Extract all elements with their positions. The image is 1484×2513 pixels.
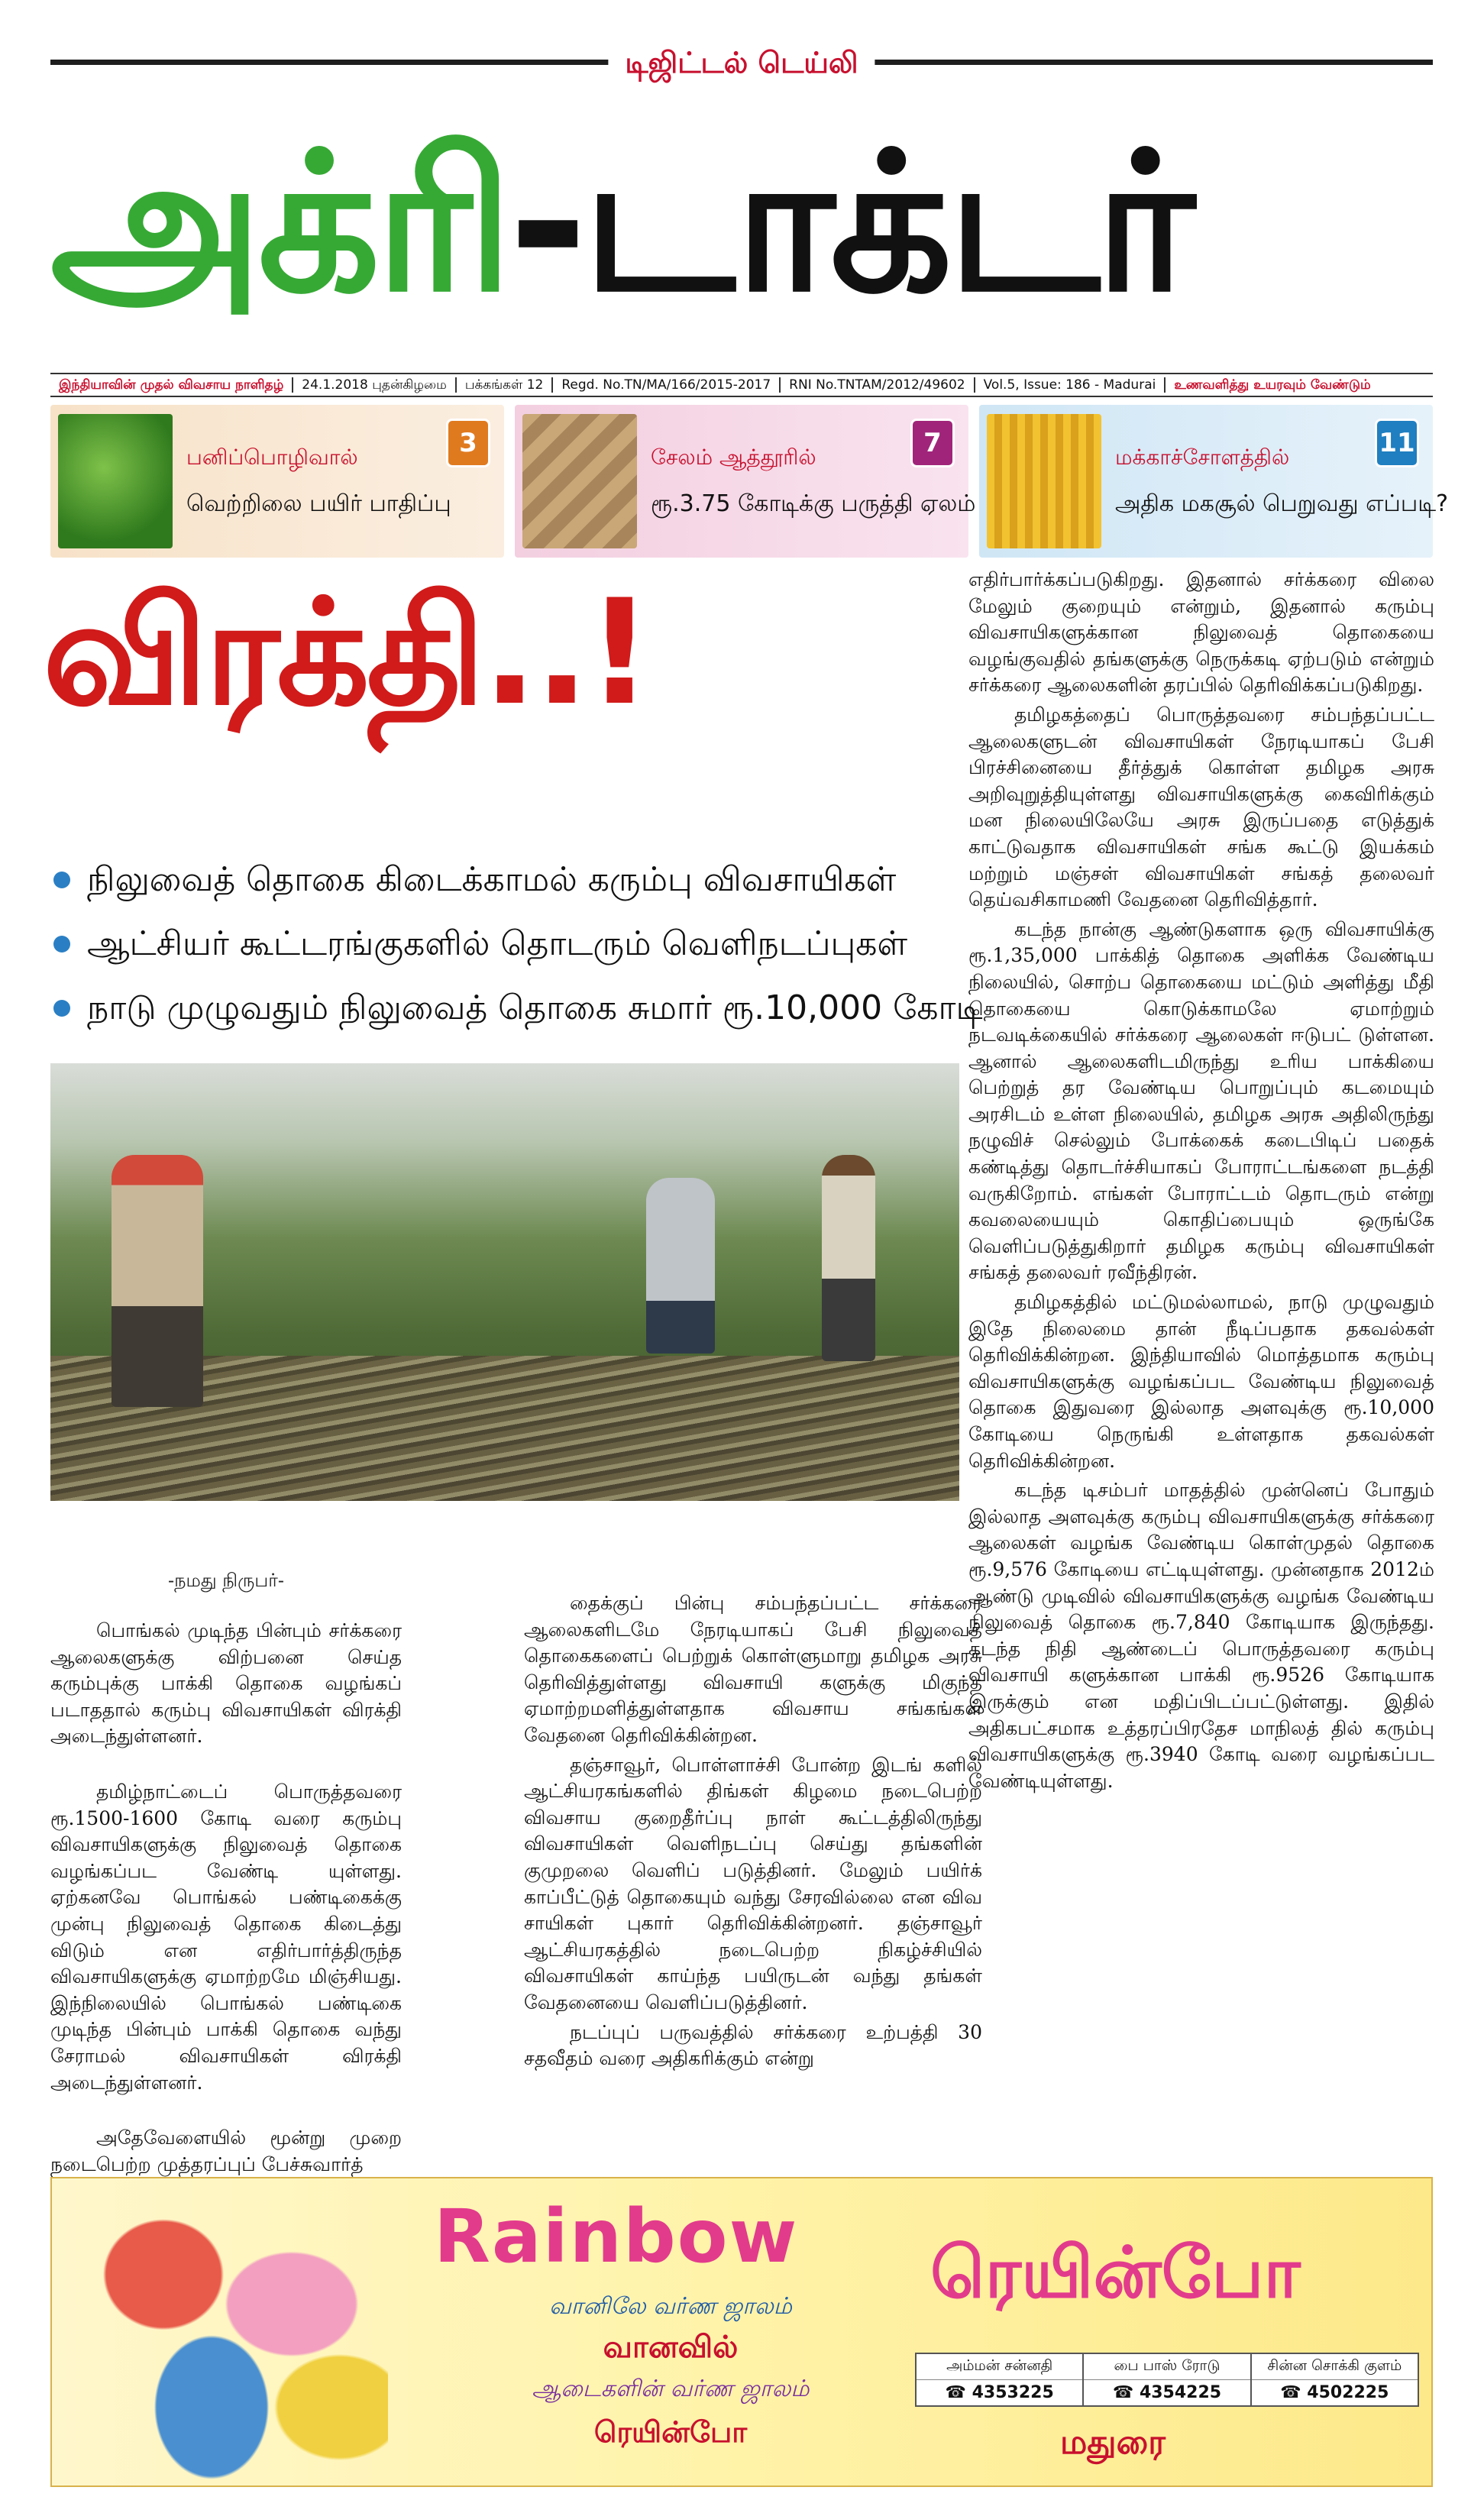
volume-issue: Vol.5, Issue: 186 - Madurai (975, 377, 1166, 393)
branch-name: சின்ன சொக்கி குளம் (1252, 2354, 1418, 2380)
ad-brand-tamil: ரெயின்போ (930, 2232, 1301, 2314)
ad-tagline: ஆடைகளின் வர்ண ஜாலம் (532, 2376, 810, 2402)
main-headline: விரக்தி..! (43, 568, 650, 737)
branch-name: பை பாஸ் ரோடு (1084, 2354, 1250, 2380)
farmer-figure (646, 1178, 715, 1354)
teaser-kicker: சேலம் ஆத்தூரில் (651, 445, 816, 470)
family-shopping-photo (67, 2186, 388, 2481)
info-bar (50, 373, 1433, 397)
ad-city: மதுரை (1060, 2423, 1166, 2462)
article-column-2 (524, 1590, 982, 2072)
teaser-headline: வெற்றிலை பயிர் பாதிப்பு (186, 490, 451, 517)
teaser-kicker: பனிப்பொழிவால் (186, 445, 358, 470)
article-paragraph: கடந்த நான்கு ஆண்டுகளாக ஒரு விவசாயிக்கு ரூ.1,35,000 பாக்கித் தொகை அளிக்க வேண்டிய நிலையில், சொற்ப தொகையை மட்டும் அளித்து மீதி தொகையை கொடுக்காமலே ஏமாற்றும் நடவடிக்கையில் சர்க்கரை ஆலைகள் ஈடுபட் டுள்ளன. ஆனால் ஆலைகளிடமிருந்து உரிய பாக்கியை பெற்றுத் தர வேண்டிய பொறுப்பும் கடமையும் அரசிடம் உள்ள நிலையில், தமிழக அரசு அதிலிருந்து நழுவிச் செல்லும் போக்கைக் கடைபிடிப் பதைக் கண்டித்து தொடர்ச்சியாகப் போராட்டங்களை நடத்தி வருகிறோம். எங்கள் போராட்டம் தொடரும் என்று கவலையையும் கொதிப்பையும் ஒருங்கே வெளிப்படுத்துகிறார் தமிழக கரும்பு விவசாயிகள் சங்கத் தலைவர் ரவீந்திரன். (968, 917, 1434, 1284)
masthead (50, 86, 1433, 361)
photo-caption: -நமது நிருபர்- (168, 1570, 284, 1591)
headline-bullets (50, 848, 983, 1040)
slogan: உணவளித்து உயரவும் வேண்டும் (1174, 377, 1371, 393)
teaser-kicker: மக்காச்சோளத்தில் (1115, 445, 1290, 470)
article-paragraph: கடந்த டிசம்பர் மாதத்தில் முன்னெப் போதும் இல்லாத அளவுக்கு கரும்பு விவசாயிகளுக்கு சர்க்கரை ஆலைகள் வழங்க வேண்டிய கொள்முதல் தொகை ரூ.9,576 கோடியை எட்டியுள்ளது. முன்னதாக 2012ம் ஆண்டு முடிவில் விவசாயிகளுக்கு வழங்க வேண்டிய நிலுவைத் தொகை ரூ.7,840 கோடியாக இருந்தது. கடந்த நிதி ஆண்டைப் பொருத்தவரை கரும்பு விவசாயி களுக்கான பாக்கி ரூ.9526 கோடியாக இருக்கும் என மதிப்பிடப்பட்டுள்ளது. இதில் அதிகபட்சமாக உத்தரப்பிரதேச மாநிலத் தில் கரும்பு விவசாயிகளுக்கு ரூ.3940 கோடி வரை வழங்கப்பட வேண்டியுள்ளது. (968, 1479, 1434, 1792)
article-paragraph: நடப்புப் பருவத்தில் சர்க்கரை உற்பத்தி 30 சதவீதம் வரை அதிகரிக்கும் என்று (524, 2020, 982, 2070)
page-count: பக்கங்கள் 12 (457, 377, 554, 393)
betel-leaf-photo (58, 414, 173, 548)
article-column-3 (968, 567, 1434, 1794)
ad-tagline: வானவில் (603, 2330, 739, 2365)
ad-tagline: வானிலே வர்ண ஜாலம் (549, 2293, 792, 2320)
teaser-strip (50, 405, 1448, 558)
issue-date: 24.1.2018 புதன்கிழமை (293, 377, 457, 393)
ad-tagline: ரெயின்போ (593, 2415, 748, 2449)
farmer-figure (112, 1155, 203, 1407)
branch-cell (1252, 2354, 1418, 2405)
article-paragraph: தஞ்சாவூர், பொள்ளாச்சி போன்ற இடங் களில் ஆட்சியரகங்களில் திங்கள் கிழமை நடைபெற்ற விவசாய குறைதீர்ப்பு நாள் கூட்டத்திலிருந்து விவசாயிகள் வெளிநடப்பு செய்து தங்களின் குமுறலை வெளிப் படுத்தினர். மேலும் பயிர்க் காப்பீட்டுத் தொகையும் வந்து சேரவில்லை என விவ சாயிகள் புகார் தெரிவிக்கின்றனர். தஞ்சாவூர் ஆட்சியரகத்தில் நடைபெற்ற நிகழ்ச்சியில் விவசாயிகள் காய்ந்த பயிருடன் வந்து தங்கள் வேதனையை வெளிப்படுத்தினர். (524, 1753, 982, 2013)
branch-phone: ☎ 4353225 (945, 2383, 1054, 2402)
masthead-part2: டாக்டர் (583, 112, 1191, 334)
corn-photo (987, 414, 1101, 548)
branch-cell (1084, 2354, 1251, 2405)
article-paragraph: தமிழகத்தைப் பொருத்தவரை சம்பந்தப்பட்ட ஆலைகளுடன் விவசாயிகள் நேரடியாகப் பேசி பிரச்சினையை தீர்த்துக் கொள்ள தமிழக அரசு அறிவுறுத்தியுள்ளது விவசாயிகளுக்கு கைவிரிக்கும் மன நிலையிலேயே அரசு இருப்பதை எடுத்துக் காட்டுவதாக விவசாயிகள் சங்க கூட்டு இயக்கம் மற்றும் மஞ்சள் விவசாயிகள் சங்கத் தலைவர் தெய்வசிகாமணி வேதனை தெரிவித்தார். (968, 703, 1434, 911)
edition-label: டிஜிட்டல் டெய்லி (608, 47, 875, 78)
article-paragraph: பொங்கல் முடிந்த பின்பும் சர்க்கரை ஆலைகளுக்கு விற்பனை செய்த கரும்புக்கு பாக்கி தொகை வழங்கப் படாததால் கரும்பு விவசாயிகள் விரக்தி அடைந்துள்ளனர். (50, 1619, 402, 1748)
branch-table (915, 2353, 1419, 2407)
article-paragraph: தமிழ்நாட்டைப் பொருத்தவரை ரூ.1500-1600 கோடி வரை கரும்பு விவசாயிகளுக்கு நிலுவைத் தொகை வழங்கப்பட வேண்டி யுள்ளது. ஏற்கனவே பொங்கல் பண்டிகைக்கு முன்பு நிலுவைத் தொகை கிடைத்து விடும் என எதிர்பார்த்திருந்த விவசாயிகளுக்கு ஏமாற்றமே மிஞ்சியது. இந்நிலையில் பொங்கல் பண்டிகை முடிந்த பின்பும் பாக்கி தொகை வந்து சேராமல் விவசாயிகள் விரக்தி அடைந்துள்ளனர். (50, 1780, 402, 2094)
bullet-item: ஆட்சியர் கூட்டரங்குகளில் தொடரும் வெளிநடப்புகள் (50, 912, 952, 976)
masthead-separator: - (508, 112, 584, 334)
bullet-item: நாடு முழுவதும் நிலுவைத் தொகை சுமார் ரூ.10,000 கோடி (50, 976, 952, 1040)
branch-name: அம்மன் சன்னதி (917, 2354, 1082, 2380)
teaser-headline: ரூ.3.75 கோடிக்கு பருத்தி ஏலம் (651, 490, 976, 517)
cotton-bales-photo (522, 414, 637, 548)
rni-number: RNI No.TNTAM/2012/49602 (781, 377, 975, 393)
teaser-headline: அதிக மகசூல் பெறுவது எப்படி? (1115, 490, 1448, 517)
teaser-card[interactable] (515, 405, 976, 558)
ad-brand-english: Rainbow (434, 2194, 799, 2279)
article-paragraph: தமிழகத்தில் மட்டுமல்லாமல், நாடு முழுவதும் இதே நிலைமை தான் நீடிப்பதாக தகவல்கள் தெரிவிக்கின்றன. இந்தியாவில் மொத்தமாக கரும்பு விவசாயிகளுக்கு வழங்கப்பட வேண்டிய நிலுவைத் தொகை இதுவரை இல்லாத அளவுக்கு ரூ.10,000 கோடியை நெருங்கி உள்ளதாக தகவல்கள் தெரிவிக்கின்றன. (968, 1291, 1434, 1472)
teaser-page-badge: 11 (1375, 419, 1419, 467)
rainbow-advertisement[interactable] (50, 2177, 1433, 2487)
teaser-card[interactable] (979, 405, 1448, 558)
tagline: இந்தியாவின் முதல் விவசாய நாளிதழ் (50, 377, 293, 393)
branch-phone: ☎ 4354225 (1112, 2383, 1222, 2402)
article-column-1 (50, 1618, 402, 2178)
teaser-page-badge: 7 (910, 419, 955, 467)
article-paragraph: அதேவேளையில் மூன்று முறை நடைபெற்ற முத்தரப்புப் பேச்சுவார்த் (50, 2127, 402, 2175)
farmer-figure (822, 1155, 875, 1361)
masthead-part1: அக்ரி (50, 112, 509, 334)
article-paragraph: தைக்குப் பின்பு சம்பந்தப்பட்ட சர்க்கரை ஆலைகளிடமே நேரடியாகப் பேசி நிலுவைத் தொகைகளைப் பெற்றுக் கொள்ளுமாறு தமிழக அரசு தெரிவித்துள்ளது விவசாயி களுக்கு மிகுந்த ஏமாற்றமளித்துள்ளதாக விவசாய சங்கங்கள் வேதனை தெரிவிக்கின்றன. (524, 1592, 982, 1746)
branch-cell (917, 2354, 1084, 2405)
bullet-item: நிலுவைத் தொகை கிடைக்காமல் கரும்பு விவசாயிகள் (50, 848, 952, 912)
teaser-card[interactable] (50, 405, 504, 558)
registration-number: Regd. No.TN/MA/166/2015-2017 (553, 377, 781, 393)
branch-phone: ☎ 4502225 (1280, 2383, 1389, 2402)
sugarcane-harvest-photo (50, 1063, 959, 1501)
edition-band (50, 47, 1433, 78)
article-paragraph: எதிர்பார்க்கப்படுகிறது. இதனால் சர்க்கரை விலை மேலும் குறையும் என்றும், இதனால் கரும்பு விவசாயிகளுக்கான நிலுவைத் தொகையை வழங்குவதில் தங்களுக்கு நெருக்கடி ஏற்படும் என்றும் சர்க்கரை ஆலைகளின் தரப்பில் தெரிவிக்கப்படுகிறது. (968, 568, 1434, 697)
teaser-page-badge: 3 (446, 419, 490, 467)
